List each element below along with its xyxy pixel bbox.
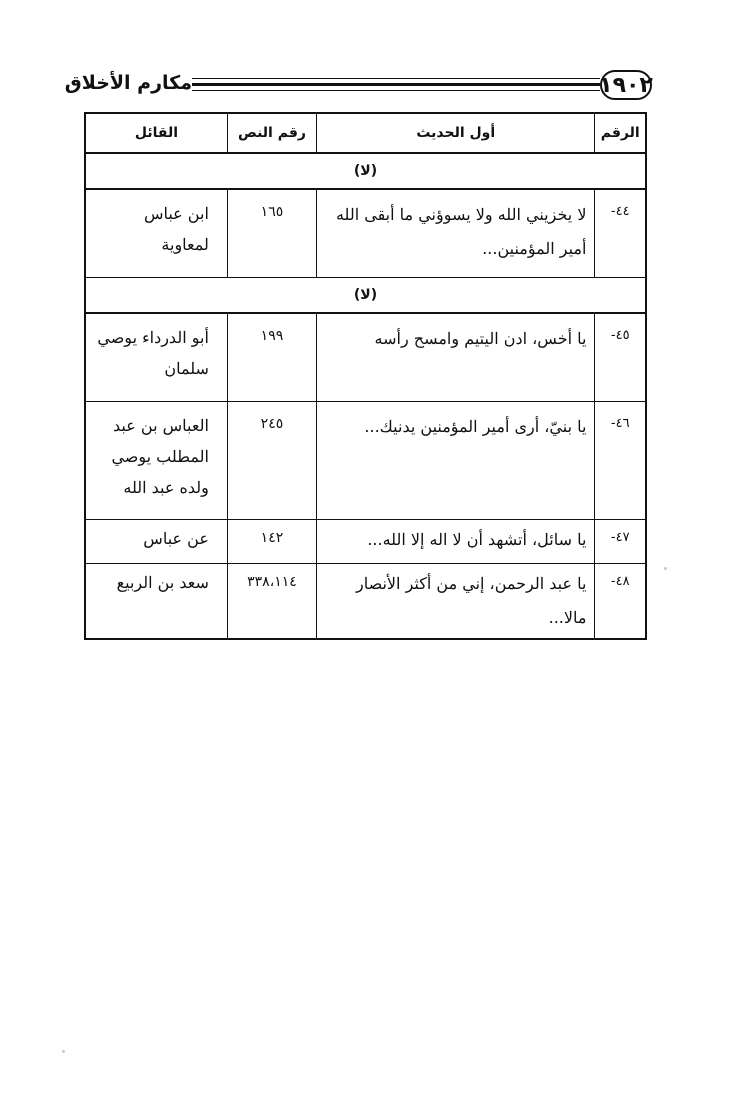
text-reference: ١٩٩ bbox=[227, 313, 316, 402]
speaker: أبو الدرداء يوصي سلمان bbox=[85, 313, 227, 402]
table-row bbox=[85, 520, 646, 564]
section-heading: (لا) bbox=[85, 278, 646, 314]
table-row bbox=[85, 564, 646, 640]
speaker: سعد بن الربيع bbox=[85, 564, 227, 640]
text-reference: ١٦٥ bbox=[227, 189, 316, 278]
row-number: ٤٧- bbox=[595, 520, 646, 564]
text-reference: ٢٤٥ bbox=[227, 402, 316, 520]
section-heading: (لا) bbox=[85, 153, 646, 189]
page-number: ١٩٠٢ bbox=[600, 70, 652, 100]
section-heading-row bbox=[85, 278, 646, 314]
row-number: ٤٦- bbox=[595, 402, 646, 520]
column-header-number: الرقم bbox=[595, 113, 646, 153]
table-row bbox=[85, 189, 646, 278]
column-header-hadith-start: أول الحديث bbox=[317, 113, 595, 153]
row-number: ٤٨- bbox=[595, 564, 646, 640]
scan-speck bbox=[664, 567, 667, 570]
row-number: ٤٥- bbox=[595, 313, 646, 402]
hadith-text: يا أخس، ادن اليتيم وامسح رأسه bbox=[317, 313, 595, 402]
header-rule bbox=[192, 76, 600, 92]
text-reference: ٣٣٨،١١٤ bbox=[227, 564, 316, 640]
section-heading-row bbox=[85, 153, 646, 189]
speaker: عن عباس bbox=[85, 520, 227, 564]
page-header bbox=[64, 66, 653, 108]
hadith-text: يا سائل، أتشهد أن لا اله إلا الله... bbox=[317, 520, 595, 564]
hadith-index-table bbox=[84, 112, 647, 640]
speaker: ابن عباس لمعاوية bbox=[85, 189, 227, 278]
table-header-row bbox=[85, 113, 646, 153]
scan-speck bbox=[62, 1050, 65, 1053]
table-row bbox=[85, 402, 646, 520]
hadith-text: لا يخزيني الله ولا يسوؤني ما أبقى الله أمير المؤمنين... bbox=[317, 189, 595, 278]
book-title: مكارم الأخلاق bbox=[64, 72, 192, 94]
hadith-text: يا عبد الرحمن، إني من أكثر الأنصار مالا... bbox=[317, 564, 595, 640]
text-reference: ١٤٢ bbox=[227, 520, 316, 564]
row-number: ٤٤- bbox=[595, 189, 646, 278]
column-header-speaker: القائل bbox=[85, 113, 227, 153]
column-header-text-number: رقم النص bbox=[227, 113, 316, 153]
hadith-text: يا بنيّ، أرى أمير المؤمنين يدنيك... bbox=[317, 402, 595, 520]
table-row bbox=[85, 313, 646, 402]
speaker: العباس بن عبد المطلب يوصي ولده عبد الله bbox=[85, 402, 227, 520]
